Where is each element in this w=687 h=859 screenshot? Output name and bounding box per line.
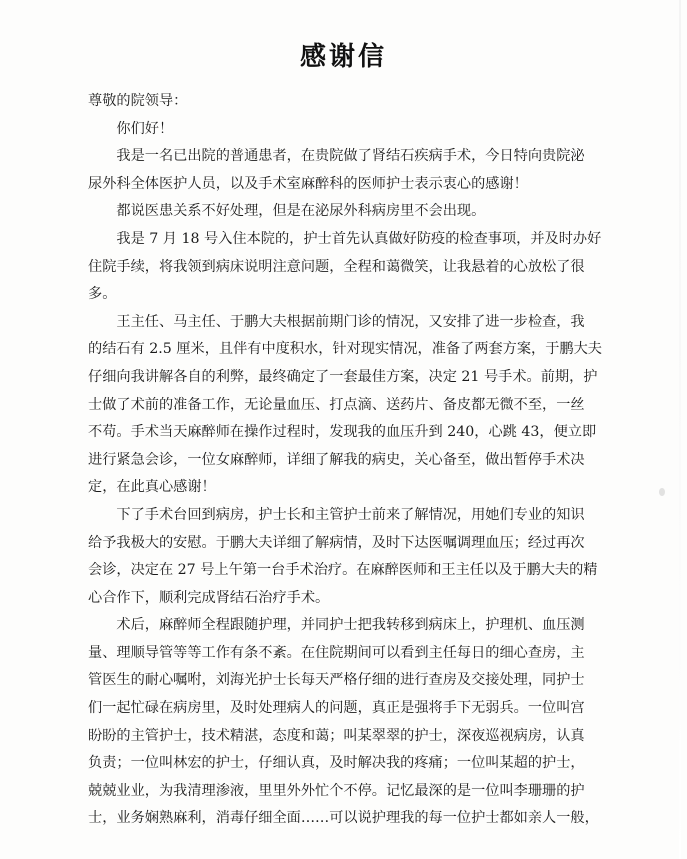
salutation: 尊敬的院领导： — [88, 93, 188, 109]
paragraph-line: 住院手续，将我领到病床说明注意问题，全程和蔼微笑，让我悬着的心放松了很 — [88, 258, 585, 275]
paragraph-line: 负责；一位叫林宏的护士，仔细认真，及时解决我的疼痛；一位叫某超的护士， — [88, 755, 585, 772]
paragraph-line: 尿外科全体医护人员，以及手术室麻醉科的医师护士表示衷心的感谢！ — [88, 175, 528, 192]
paragraph-line: 会诊，决定在 27 号上午第一台手术治疗。在麻醉医师和王主任以及于鹏大夫的精 — [88, 562, 598, 579]
paragraph-line: 都说医患关系不好处理，但是在泌尿外科病房里不会出现。 — [88, 203, 486, 220]
paragraph-line: 心合作下，顺利完成肾结石治疗手术。 — [88, 589, 330, 606]
paragraph-line: 不苟。手术当天麻醉师在操作过程时，发现我的血压升到 240，心跳 43，便立即 — [88, 424, 597, 441]
paragraph-line: 王主任、马主任、于鹏大夫根据前期门诊的情况，又安排了进一步检查，我 — [88, 313, 585, 330]
paragraph-line: 士做了术前的准备工作，无论量血压、打点滴、送药片、备皮都无微不至，一丝 — [88, 396, 585, 413]
paragraph-line: 我是 7 月 18 号入住本院的，护士首先认真做好防疫的检查事项，并及时办好 — [88, 230, 602, 247]
paragraph-line: 进行紧急会诊，一位女麻醉师，详细了解我的病史，关心备至，做出暂停手术决 — [88, 451, 585, 468]
paragraph-line: 给予我极大的安慰。于鹏大夫详细了解病情，及时下达医嘱调理血压；经过再次 — [88, 534, 585, 551]
scan-smudge — [659, 488, 665, 496]
letter-body — [88, 88, 618, 833]
paragraph-line: 盼盼的主管护士，技术精湛，态度和蔼；叫某翠翠的护士，深夜巡视病房，认真 — [88, 727, 585, 744]
paragraph-line: 士，业务娴熟麻利，消毒仔细全面……可以说护理我的每一位护士都如亲人一般， — [88, 810, 599, 827]
paragraph-line: 术后，麻醉师全程跟随护理，并同护士把我转移到病床上，护理机、血压测 — [88, 617, 585, 634]
paragraph-line: 的结石有 2.5 厘米，且伴有中度积水，针对现实情况，准备了两套方案，于鹏大夫 — [88, 341, 602, 358]
greeting: 你们好！ — [88, 120, 174, 137]
paragraph-line: 下了手术台回到病房，护士长和主管护士前来了解情况，用她们专业的知识 — [88, 506, 585, 523]
paragraph-line: 多。 — [88, 286, 117, 303]
letter-title: 感谢信 — [299, 42, 387, 72]
paragraph-line: 量、理顺导管等等工作有条不紊。在住院期间可以看到主任每日的细心查房，主 — [88, 644, 585, 661]
paragraph-line: 兢兢业业，为我清理渗液，里里外外忙个不停。记忆最深的是一位叫李珊珊的护 — [88, 782, 585, 799]
paragraph-line: 仔细向我讲解各自的利弊，最终确定了一套最佳方案，决定 21 号手术。前期，护 — [88, 368, 598, 385]
scan-edge — [679, 0, 681, 859]
paragraph-line: 管医生的耐心嘱咐，刘海光护士长每天严格仔细的进行查房及交接处理，同护士 — [88, 672, 585, 689]
paragraph-line: 定，在此真心感谢！ — [88, 479, 216, 496]
paragraph-line: 我是一名已出院的普通患者，在贵院做了肾结石疾病手术，今日特向贵院泌 — [88, 148, 585, 165]
paragraph-line: 们一起忙碌在病房里，及时处理病人的问题，真正是强将手下无弱兵。一位叫宫 — [88, 700, 585, 717]
